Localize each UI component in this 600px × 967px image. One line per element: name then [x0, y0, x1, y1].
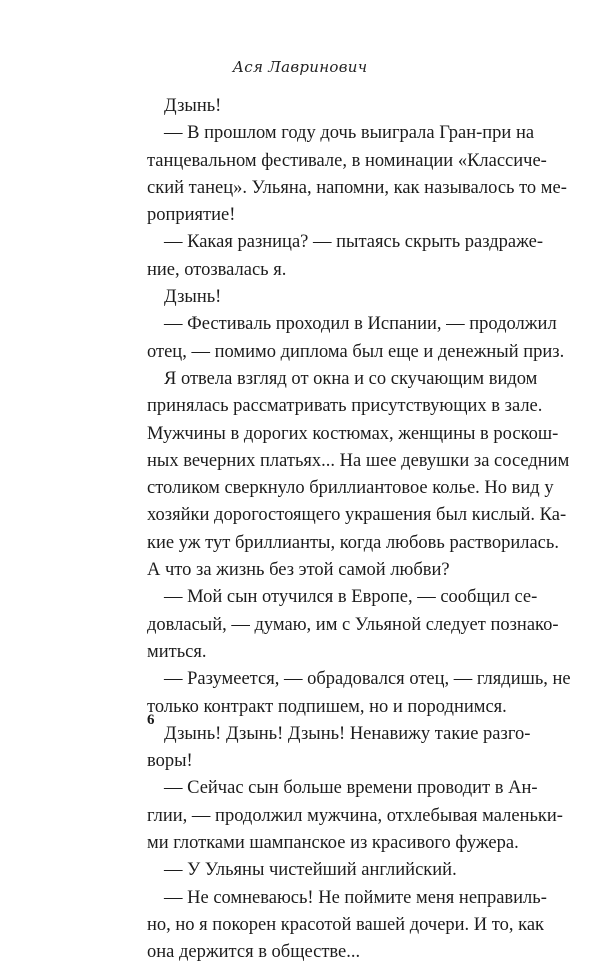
text-line: — Фестиваль проходил в Испании, — продолжил: [164, 314, 557, 335]
text-line: довласый, — думаю, им с Ульяной следует познако-: [147, 614, 559, 635]
text-line: — Разумеется, — обрадовался отец, — глядишь, не: [164, 669, 571, 690]
text-line: ние, отозвалась я.: [147, 259, 287, 280]
text-line: она держится в обществе...: [147, 942, 361, 963]
text-line: — Мой сын отучился в Европе, — сообщил се-: [164, 587, 538, 608]
text-line: — Какая разница? — пытаясь скрыть раздраже-: [164, 232, 544, 253]
text-line: кие уж тут бриллианты, когда любовь растворилась.: [147, 532, 559, 553]
text-line: отец, — помимо диплома был еще и денежный приз.: [147, 341, 565, 362]
text-line: принялась рассматривать присутствующих в зале.: [147, 396, 543, 417]
text-line: А что за жизнь без этой самой любви?: [147, 560, 450, 581]
text-line: но, но я покорен красотой вашей дочери. И то, как: [147, 914, 545, 935]
text-line: воры!: [147, 751, 193, 772]
text-line: Мужчины в дорогих костюмах, женщины в роскош-: [147, 423, 559, 444]
text-line: — В прошлом году дочь выиграла Гран-при на: [164, 123, 535, 144]
text-line: Дзынь!: [164, 96, 222, 116]
text-line: — Не сомневаюсь! Не поймите меня неправиль-: [164, 887, 547, 908]
text-line: только контракт подпишем, но и породнимся.: [147, 696, 507, 717]
body-text: [147, 93, 571, 967]
text-line: танцевальном фестивале, в номинации «Классиче-: [147, 150, 547, 171]
text-line: — У Ульяны чистейший английский.: [164, 860, 457, 881]
running-head-author: Ася Лавринович: [232, 58, 368, 76]
text-line: столиком сверкнуло бриллиантовое колье. Но вид у: [147, 478, 554, 499]
text-line: Дзынь!: [164, 287, 222, 308]
text-line: хозяйки дорогостоящего украшения был кислый. Ка-: [147, 505, 567, 526]
text-line: миться.: [147, 641, 207, 662]
text-line: роприятие!: [147, 205, 236, 226]
text-line: Дзынь! Дзынь! Дзынь! Ненавижу такие разго-: [164, 723, 531, 744]
text-line: ский танец». Ульяна, напомни, как называлось то ме-: [147, 177, 567, 198]
page-number: 6: [147, 712, 155, 728]
text-line: — Сейчас сын больше времени проводит в Ан-: [164, 778, 538, 799]
text-line: ных вечерних платьях... На шее девушки за соседним: [147, 450, 570, 471]
text-line: ми глотками шампанское из красивого фужера.: [147, 833, 519, 854]
text-line: Я отвела взгляд от окна и со скучающим видом: [164, 368, 538, 389]
text-line: глии, — продолжил мужчина, отхлебывая маленьки-: [147, 805, 563, 826]
